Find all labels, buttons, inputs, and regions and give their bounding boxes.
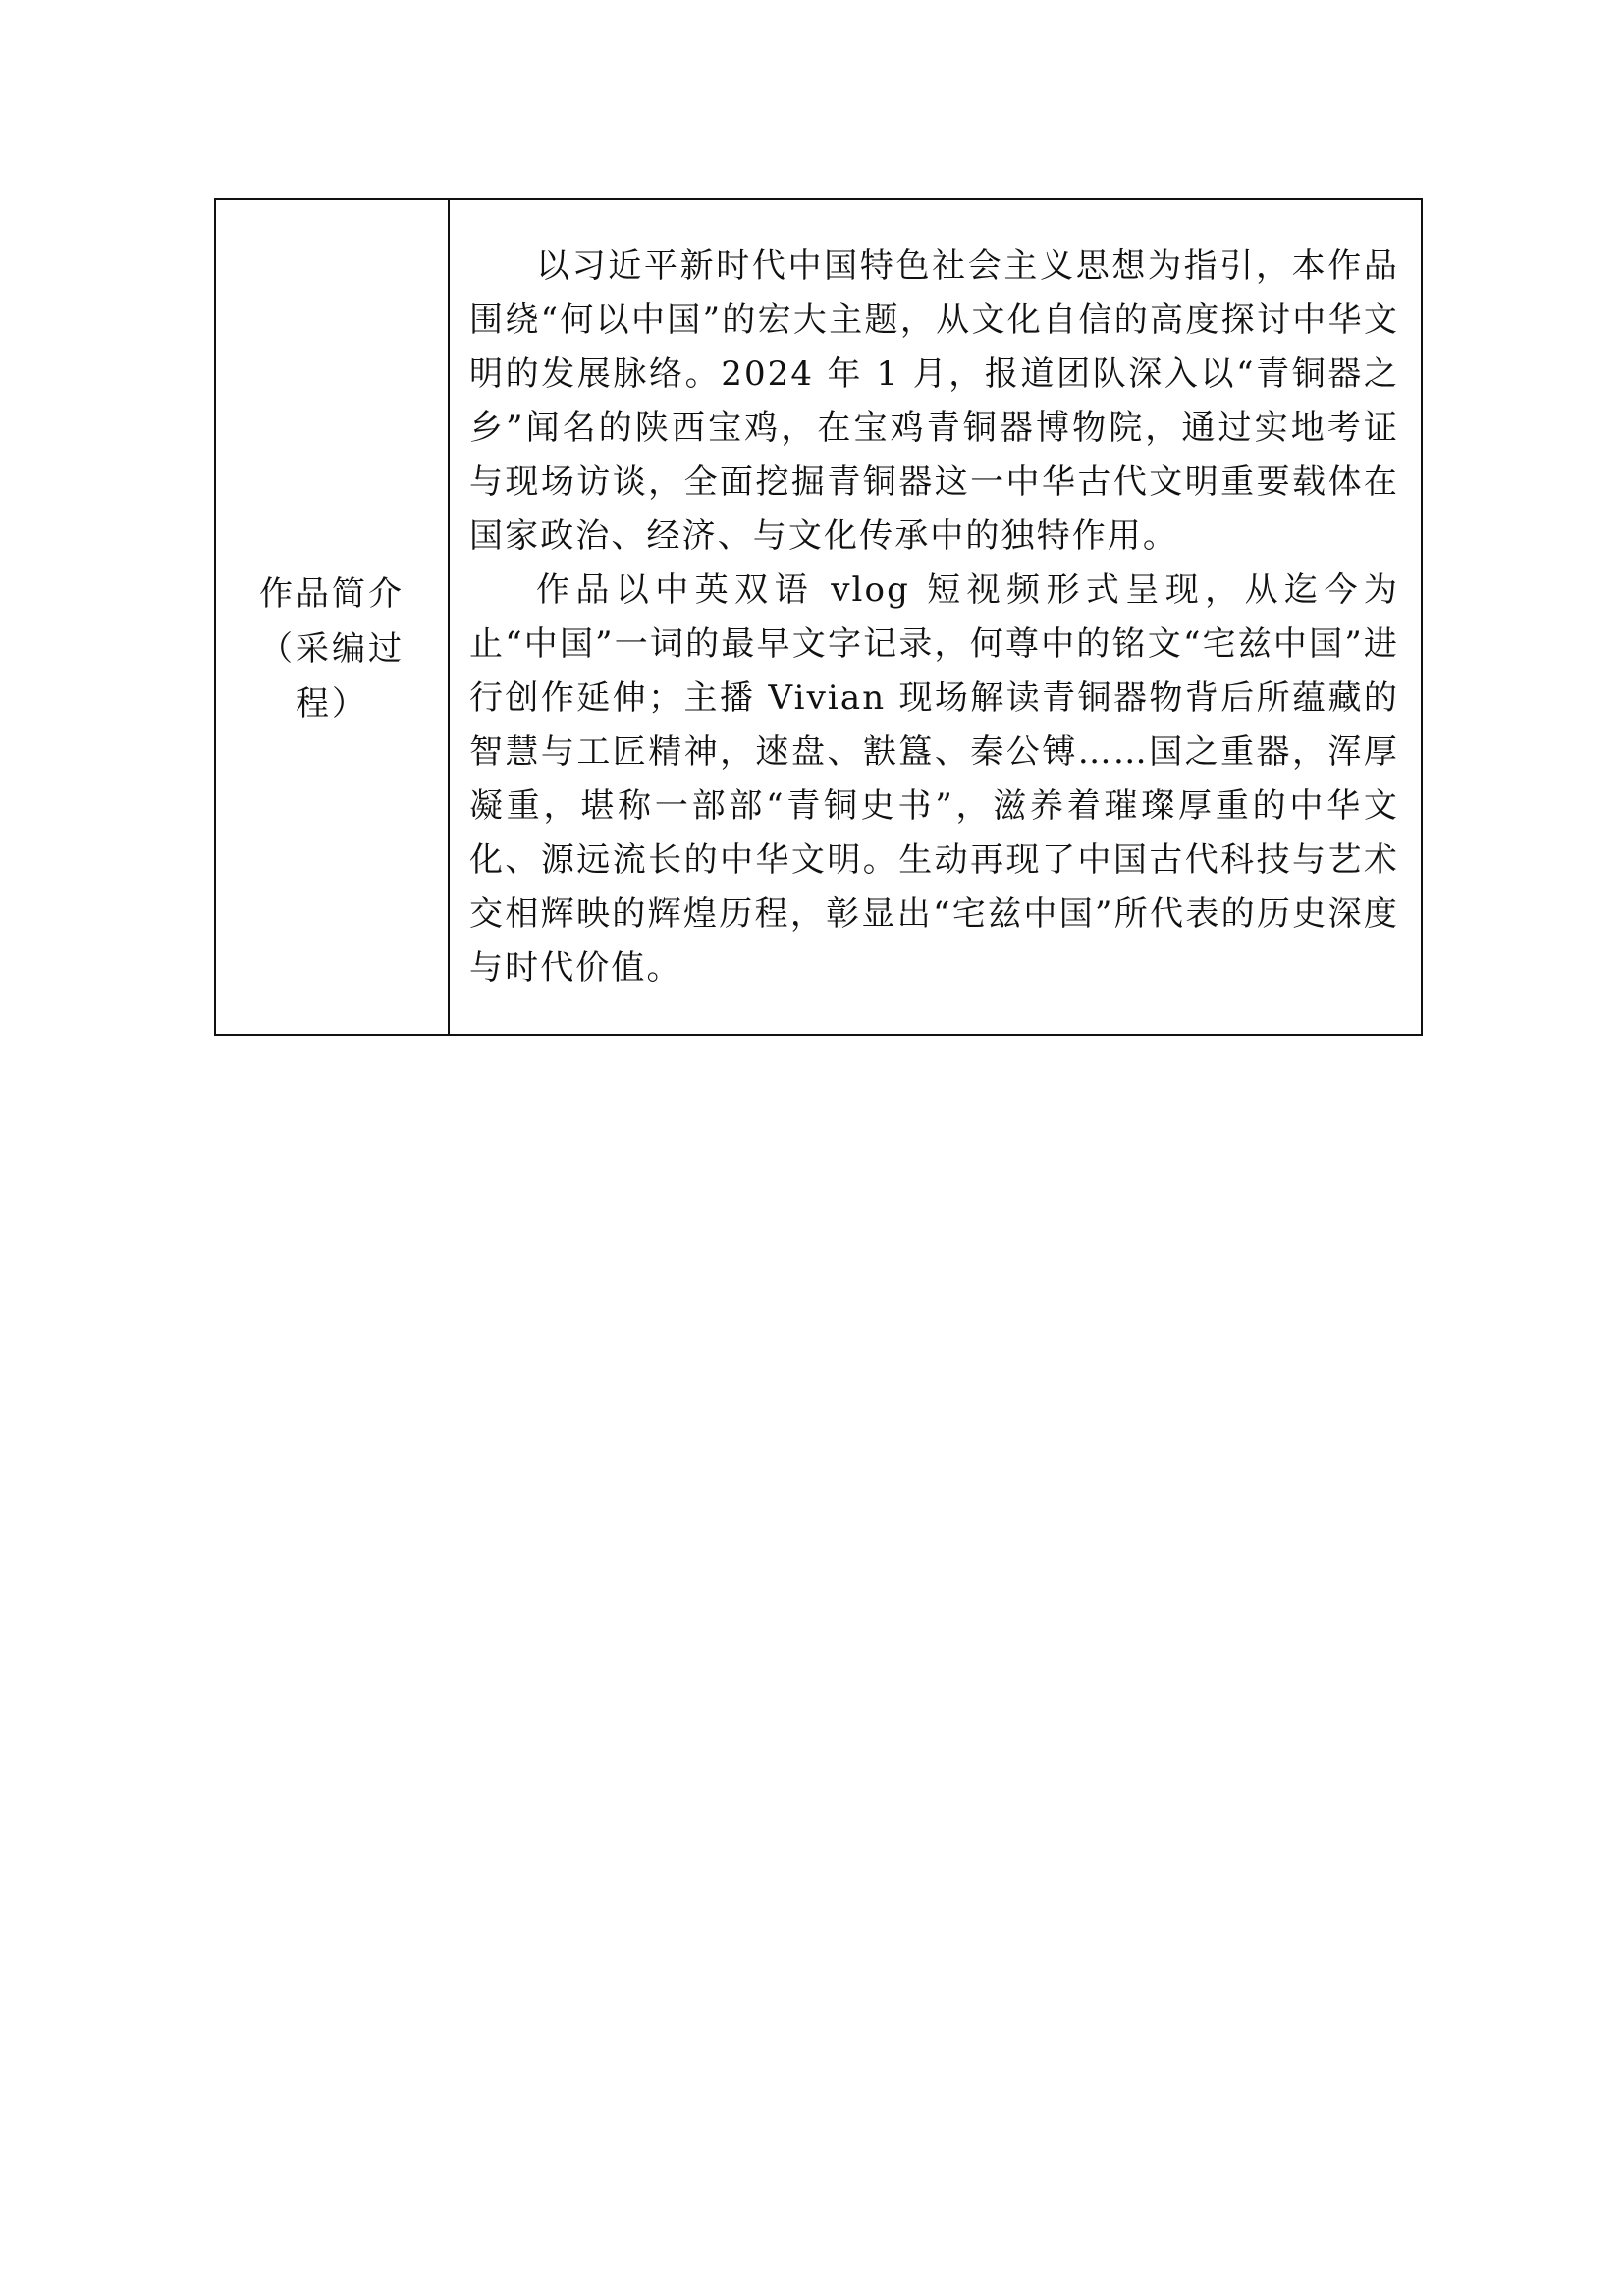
- content-cell: [450, 200, 1421, 1034]
- label-cell: [216, 200, 450, 1034]
- label-line-3: 程）: [296, 683, 368, 723]
- summary-table: [214, 198, 1423, 1036]
- summary-paragraph-1: 以习近平新时代中国特色社会主义思想为指引，本作品围绕“何以中国”的宏大主题，从文化自信的高度探讨中华文明的发展脉络。2024 年 1 月，报道团队深入以“青铜器之乡”闻名的陕西宝鸡，在宝鸡青铜器博物院，通过实地考证与现场访谈，全面挖掘青铜器这一中华古代文明重要载体在国家政治、经济、与文化传承中的独特作用。: [469, 246, 1399, 556]
- label-text: [259, 566, 405, 731]
- label-line-1: 作品简介: [259, 573, 405, 614]
- label-line-2: （采编过: [259, 628, 405, 668]
- summary-paragraph-2: 作品以中英双语 vlog 短视频形式呈现，从迄今为止“中国”一词的最早文字记录，何尊中的铭文“宅兹中国”进行创作延伸；主播 Vivian 现场解读青铜器物背后所蕴藏的智慧与工匠精神，逨盘、㝬簋、秦公镈……国之重器，浑厚凝重，堪称一部部“青铜史书”，滋养着璀璨厚重的中华文化、源远流长的中华文明。生动再现了中国古代科技与艺术交相辉映的辉煌历程，彰显出“宅兹中国”所代表的历史深度与时代价值。: [469, 570, 1399, 988]
